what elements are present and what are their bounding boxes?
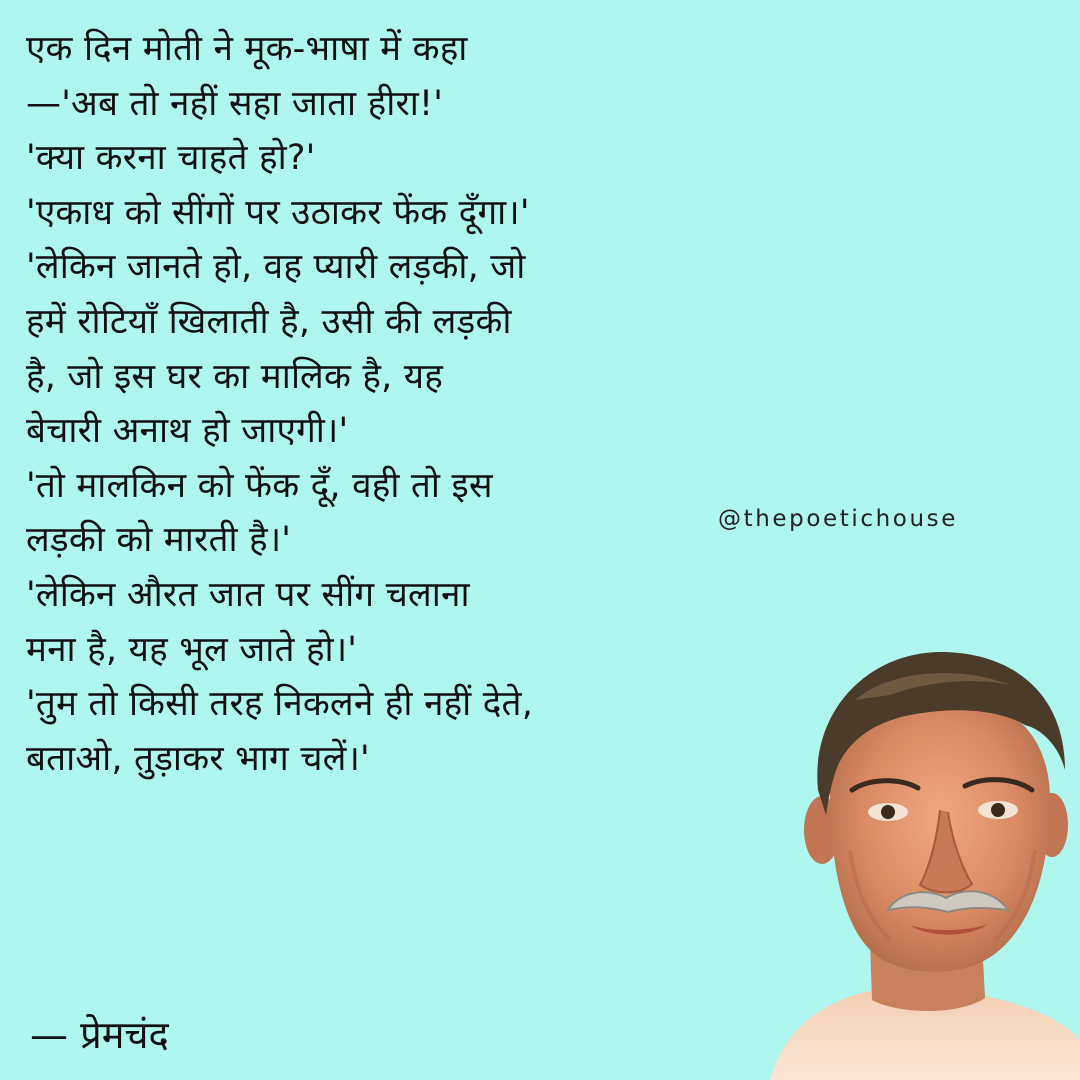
poem-line: 'लेकिन औरत जात पर सींग चलाना: [26, 574, 470, 615]
poem-line: हमें रोटियाँ खिलाती है, उसी की लड़की: [26, 301, 512, 342]
poem-line: बेचारी अनाथ हो जाएगी।': [26, 411, 349, 452]
poem-line: 'एकाध को सींगों पर उठाकर फेंक दूँगा।': [26, 192, 530, 233]
poem-line: 'लेकिन जानते हो, वह प्यारी लड़की, जो: [26, 247, 526, 288]
poem-line: है, जो इस घर का मालिक है, यह: [26, 356, 444, 397]
poem-text: [26, 22, 746, 786]
poem-line: मना है, यह भूल जाते हो।': [26, 629, 358, 670]
author-portrait: [760, 640, 1080, 1080]
poem-line: 'तुम तो किसी तरह निकलने ही नहीं देते,: [26, 684, 534, 725]
author-attribution: — प्रेमचंद: [30, 1013, 169, 1057]
watermark-handle: @thepoetichouse: [718, 506, 958, 532]
poem-line: बताओ, तुड़ाकर भाग चलें।': [26, 738, 370, 779]
poem-line: लड़की को मारती है।': [26, 520, 292, 561]
poem-line: 'तो मालकिन को फेंक दूँ, वही तो इस: [26, 465, 493, 506]
poem-line: —'अब तो नहीं सहा जाता हीरा!': [26, 83, 444, 124]
poem-line: 'क्या करना चाहते हो?': [26, 138, 316, 179]
poem-line: एक दिन मोती ने मूक-भाषा में कहा: [26, 29, 468, 69]
